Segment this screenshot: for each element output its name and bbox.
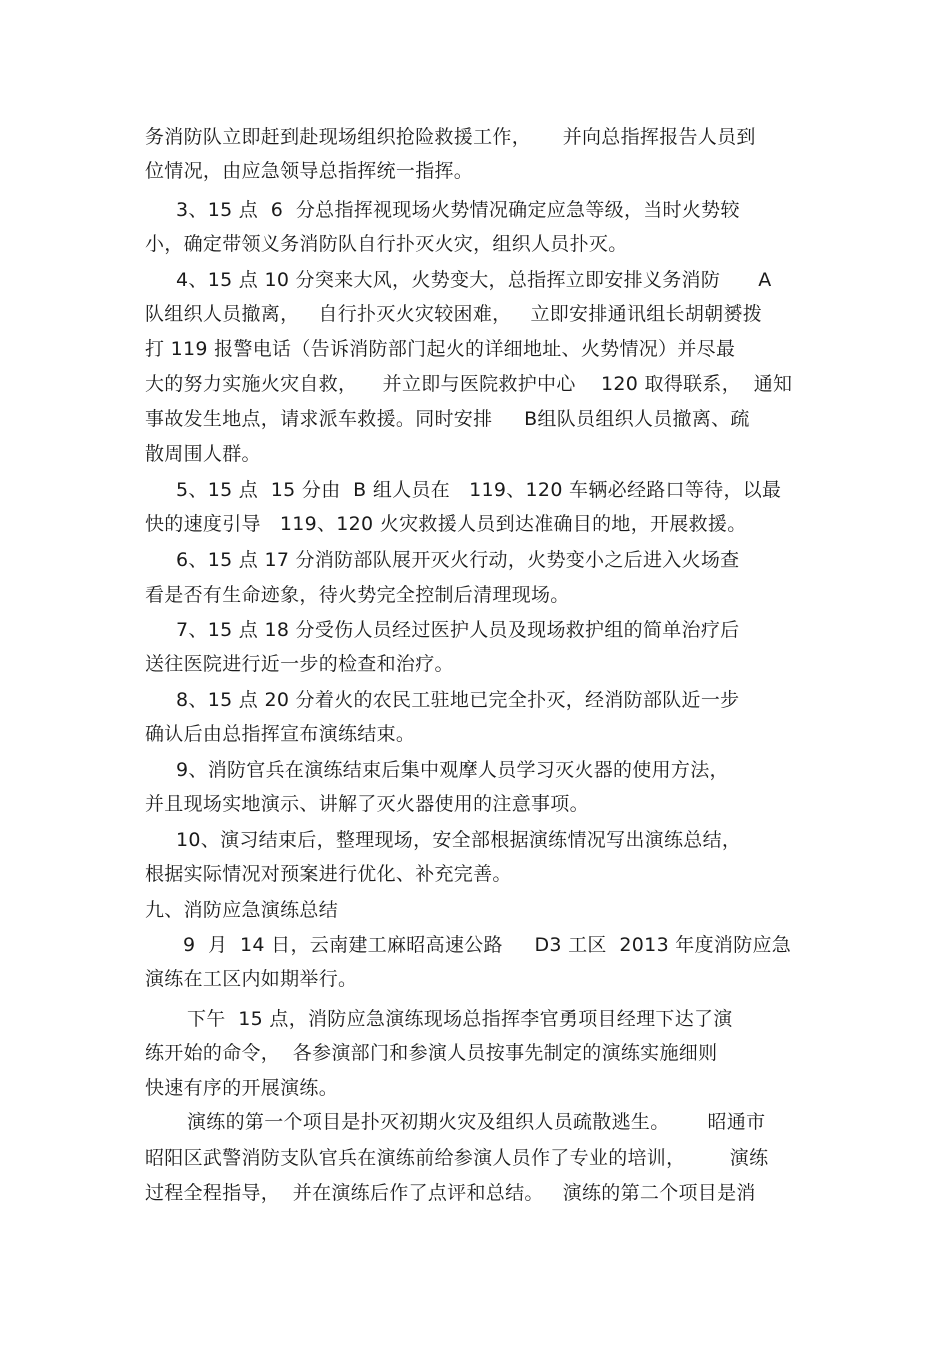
body-text-line: 看是否有生命迹象，待火势完全控制后清理现场。 (145, 584, 570, 606)
body-text-line: 练开始的命令， 各参演部门和参演人员按事先制定的演练实施细则 (145, 1042, 718, 1064)
body-text-line: 确认后由总指挥宣布演练结束。 (145, 723, 416, 745)
body-text-line: 送往医院进行近一步的检查和治疗。 (145, 653, 454, 675)
body-text-line: 队组织人员撤离， 自行扑灭火灾较困难， 立即安排通讯组长胡朝赟拨 (145, 303, 763, 325)
body-text-line: 快的速度引导 119、120 火灾救援人员到达准确目的地，开展救援。 (145, 513, 747, 535)
body-text-line: 并且现场实地演示、讲解了灭火器使用的注意事项。 (145, 793, 589, 815)
body-text-line: 10、演习结束后，整理现场，安全部根据演练情况写出演练总结， (176, 829, 742, 851)
body-text-line: 昭阳区武警消防支队官兵在演练前给参演人员作了专业的培训， 演练 (145, 1147, 769, 1169)
body-text-line: 事故发生地点，请求派车救援。同时安排 B组队员组织人员撤离、疏 (145, 408, 750, 430)
body-text-line: 3、15 点 6 分总指挥视现场火势情况确定应急等级，当时火势较 (176, 199, 740, 221)
body-text-line: 9 月 14 日，云南建工麻昭高速公路 D3 工区 2013 年度消防应急 (183, 934, 792, 956)
body-text-line: 快速有序的开展演练。 (145, 1077, 339, 1099)
body-text-line: 下午 15 点，消防应急演练现场总指挥李官勇项目经理下达了演 (187, 1008, 733, 1030)
body-text-line: 演练的第一个项目是扑灭初期火灾及组织人员疏散逃生。 昭通市 (187, 1111, 766, 1133)
body-text-line: 务消防队立即赶到赴现场组织抢险救援工作， 并向总指挥报告人员到 (145, 126, 756, 148)
body-text-line: 8、15 点 20 分着火的农民工驻地已完全扑灭，经消防部队近一步 (176, 689, 740, 711)
body-text-line: 过程全程指导， 并在演练后作了点评和总结。 演练的第二个项目是消 (145, 1182, 756, 1204)
body-text-line: 演练在工区内如期举行。 (145, 968, 358, 990)
body-text-line: 6、15 点 17 分消防部队展开灭火行动，火势变小之后进入火场查 (176, 549, 740, 571)
body-text-line: 5、15 点 15 分由 B 组人员在 119、120 车辆必经路口等待，以最 (176, 479, 782, 501)
body-text-line: 小，确定带领义务消防队自行扑灭火灾，组织人员扑灭。 (145, 233, 628, 255)
body-text-line: 位情况，由应急领导总指挥统一指挥。 (145, 160, 474, 182)
body-text-line: 散周围人群。 (145, 443, 261, 465)
body-text-line: 4、15 点 10 分突来大风，火势变大，总指挥立即安排义务消防 A (176, 269, 772, 291)
body-text-line: 大的努力实施火灾自救， 并立即与医院救护中心 120 取得联系， 通知 (145, 373, 793, 395)
section-heading: 九、消防应急演练总结 (145, 899, 339, 921)
body-text-line: 9、消防官兵在演练结束后集中观摩人员学习灭火器的使用方法， (176, 759, 729, 781)
body-text-line: 7、15 点 18 分受伤人员经过医护人员及现场救护组的简单治疗后 (176, 619, 740, 641)
body-text-line: 打 119 报警电话（告诉消防部门起火的详细地址、火势情况）并尽最 (145, 338, 736, 360)
body-text-line: 根据实际情况对预案进行优化、补充完善。 (145, 863, 512, 885)
